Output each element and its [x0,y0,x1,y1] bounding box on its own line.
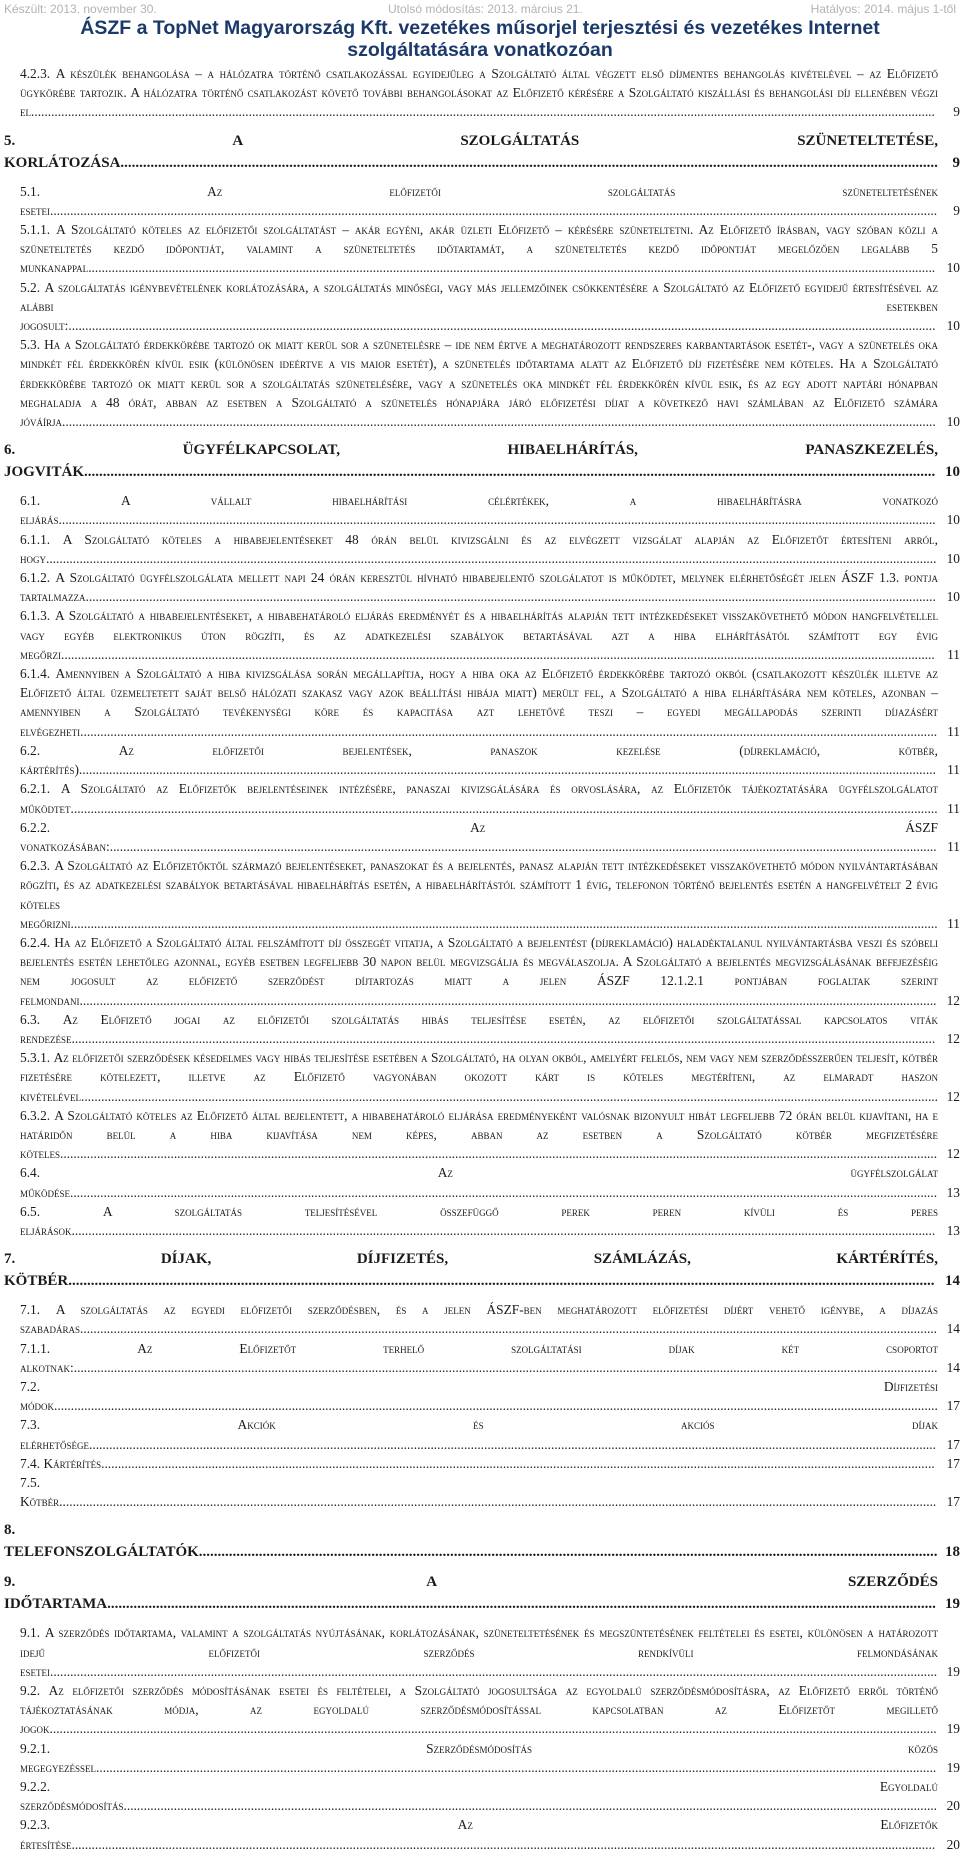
toc-entry[interactable] [0,1623,960,1681]
toc-entry[interactable] [0,1300,960,1338]
toc-page-number: 9 [952,102,960,121]
toc-leader-dots: ............................................................................................................................................................................................................................................................... [84,724,938,739]
toc-page-number: 14 [946,1319,960,1338]
toc-page-number: 10 [946,258,960,277]
toc-page-number: 20 [946,1796,960,1815]
toc-entry-title: Az előfizetői bejelentések, panaszok kezelése (díjreklamáció, kötbér, kártérítés) [20,743,938,777]
toc-entry-number: 6.2.2. [20,820,50,835]
toc-entry[interactable] [0,1815,960,1853]
toc-page-number: 19 [944,1593,960,1615]
toc-page-number: 10 [946,549,960,568]
toc-leader-dots: ..................................................................................................................................................................................................... [199,1544,938,1560]
toc-entry-number: 5.2. [20,280,40,295]
toc-leader-dots: .......................................................................................................................................................................................................................... [120,155,938,171]
toc-leader-dots: ......................................................................................................................................................................................................................................................................... [50,1664,937,1679]
toc-page-number: 17 [946,1435,960,1454]
toc-entry-number: 7.5. [20,1475,40,1490]
toc-entry[interactable] [0,1010,960,1048]
toc-page-number: 10 [946,587,960,606]
toc-spacer [0,1563,960,1571]
toc-leader-dots: ............................................................................................................................................................................................................................................................... [83,1321,937,1336]
toc-entry[interactable] [0,1415,960,1453]
toc-entry[interactable] [0,1163,960,1201]
toc-page-number: 11 [946,799,960,818]
toc-page-number: 13 [946,1221,960,1240]
toc-entry-number: 7.4. [20,1456,40,1471]
toc-leader-dots: ....................................................................................................................................................................................................................................................... [110,839,937,854]
toc-entry[interactable] [0,491,960,529]
toc-page-number: 11 [946,722,960,741]
toc-spacer [0,431,960,439]
toc-page-number: 11 [946,760,960,779]
toc-page-number: 12 [946,1144,960,1163]
modified-date: Utolsó módosítás: 2013. március 21. [388,2,583,16]
toc-entry-title: A Szolgáltató a hibabejelentéseket, a hibabehatároló eljárás eredményét és a hibaelhárítás alapján tett intézkedéseket visszakövethető módon hangfelvétellel vagy egyéb elektronikus úton rögzíti, és az adatkezelési szabályok betartásával azt a hiba elhárításától számított egy évig megőrzi. [20,608,938,661]
toc-entry-title: Akciók és akciós díjak elérhetősége [20,1417,938,1451]
toc-page-number: 10 [944,461,960,483]
toc-entry[interactable] [0,64,960,122]
toc-entry-title: DÍJAK, DÍJFIZETÉS, SZÁMLÁZÁS, KÁRTÉRÍTÉS, KÖTBÉR [4,1251,938,1289]
toc-entry[interactable] [0,278,960,336]
table-of-contents [0,64,960,1854]
toc-entry-title: A vállalt hibaelhárítási célértékek, a hibaelhárításra vonatkozó eljárás [20,493,938,527]
toc-leader-dots: .................................................................................................................................................................................................................................................................... [65,414,935,429]
toc-leader-dots: ............................................................................................................................................................................................................................................................... [83,993,937,1008]
toc-entry-title: Kötbér [20,1494,59,1509]
toc-entry[interactable] [0,1377,960,1415]
toc-entry-number: 6.1.1. [20,532,50,547]
toc-page-number: 10 [946,316,960,335]
toc-entry-title: Az Előfizetőt terhelő szolgáltatási díjak két csoportot alkotnak: [20,1341,938,1375]
toc-entry[interactable] [0,779,960,817]
toc-entry-title: Díjfizetési módok [20,1379,938,1413]
toc-spacer [0,1240,960,1248]
toc-entry-number: 7. [4,1251,15,1267]
toc-spacer [0,122,960,130]
toc-entry-number: 6.3. [20,1012,40,1027]
toc-entry[interactable] [0,1571,960,1615]
toc-leader-dots: .................................................................................................................................................................................................................................................................... [64,647,934,662]
toc-leader-dots: ........................................................................................................................................................................................................................................................... [96,1760,936,1775]
toc-entry-title: A készülék behangolása – a hálózatra történő csatlakozással egyidejűleg a Szolgáltató által végzett első díjmentes behangolás kivételével – az Előfizető ügykörébe tartozik. A hálózatra történő csatlakozást követő további behangolásokat az Előfizető kérésére a Szolgáltató kiszállási és behangolási díj ellenében végzi el. [20,66,938,119]
toc-leader-dots: ..................................................................................................................................................................................................................................................................... [63,1146,937,1161]
toc-entry-title: A szolgáltatás teljesítésével összefüggő perek peren kívüli és peres eljárások [20,1204,938,1238]
toc-entry-number: 9.2.2. [20,1779,50,1794]
toc-entry-title: A Szolgáltató köteles az Előfizető által bejelentett, a hibabehatároló eljárása eredményeként valósnak bizonyult hibát legfeljebb 72 órán belül kijavítani, ha e határidőn belül a hiba kijavítása nem képes, abban az esetben a Szolgáltató kötbér megfizetésére köteles. [20,1108,938,1161]
toc-page-number: 13 [946,1183,960,1202]
toc-entry-number: 6.1.2. [20,570,50,585]
toc-entry-title: Az előfizetői szerződések késedelmes vagy hibás teljesítése esetében a Szolgáltató, ha olyan okból, amelyért felelős, nem vagy nem szerződésszerűen teljesít, kötbér fizetésére kötelezett, illetve az Előfizető vagyonában okozott kárt is köteles megtéríteni, az elmaradt haszon kivételével. [20,1050,938,1103]
toc-page-number: 19 [946,1662,960,1681]
toc-entry-title: A Szolgáltató az Előfizetők bejelentéseinek intézésére, panaszai kivizsgálására és orvoslására, az Előfizetők tájékoztatására ügyfélszolgálatot működtet. [20,781,938,815]
toc-leader-dots: ............................................................................................................................................................................................................................................................. [89,589,936,604]
toc-page-number: 18 [944,1541,960,1563]
toc-entry-number: 6.1. [20,493,40,508]
toc-leader-dots: .................................................................................................................................................................................................................................................................. [74,1360,938,1375]
toc-leader-dots: .................................................................................................................................................................................................................................................................. [72,1031,936,1046]
toc-entry-number: 9.2.3. [20,1817,50,1832]
toc-entry[interactable] [0,182,960,220]
toc-entry[interactable] [0,335,960,431]
toc-leader-dots: ............................................................................................................................................................................................................................................................................. [34,104,935,119]
toc-entry-title: Az ügyfélszolgálat működése [20,1165,938,1199]
toc-page-number: 14 [944,1270,960,1292]
toc-leader-dots: ........................................................................................................................................................................................................................................................................ [54,1398,938,1413]
toc-entry-number: 8. [4,1522,15,1538]
toc-entry-title: Az Előfizető jogai az előfizetői szolgáltatás hibás teljesítése esetén, az előfizetői szolgáltatással kapcsolatos viták rendezése [20,1012,938,1046]
toc-entry-number: 6.2.1. [20,781,50,796]
toc-leader-dots: ......................................................................................................................................................................................................................................................................... [50,1721,937,1736]
toc-leader-dots: .................................................................................................................................................................................................................................................................. [74,916,938,931]
toc-entry[interactable] [0,664,960,741]
toc-leader-dots: .................................................................................................................................................................................................................................................................. [74,801,938,816]
toc-page-number: 19 [946,1719,960,1738]
toc-entry[interactable] [0,1777,960,1815]
document-title-line-1: ÁSZF a TopNet Magyarország Kft. vezetékes műsorjel terjesztési és vezetékes Internet [4,17,956,39]
toc-entry-number: 7.1. [20,1302,40,1317]
toc-entry-title: A Szolgáltató köteles a hibabejelentéseket 48 órán belül kivizsgálni és az elvégzett vizsgálat alapján az Előfizetőt értesíteni arról, hogy [20,532,938,566]
toc-leader-dots: ......................................................................................................................................................................................................................................................... [101,1456,935,1471]
toc-leader-dots: ...................................................................................................................................................................................................................................................................... [59,1494,936,1509]
toc-entry-number: 9. [4,1574,15,1590]
toc-spacer [0,174,960,182]
toc-entry-number: 7.1.1. [20,1341,50,1356]
toc-entry-number: 5.1.1. [20,222,50,237]
toc-entry-number: 6.2. [20,743,40,758]
toc-leader-dots: ......................................................................................................................................................................................................................................................................... [50,203,937,218]
toc-entry-title: A szolgáltatás igénybevételének korlátozására, a szolgáltatás minőségi, vagy más jellemzőinek csökkentésére a Szolgáltató az Előfizető egyidejű értesítésével az alábbi esetekben jogosult: [20,280,938,333]
toc-leader-dots: ................................................................................................................................................................................................................................................................... [70,1185,937,1200]
toc-entry[interactable] [0,530,960,568]
toc-entry-number: 6.1.3. [20,608,50,623]
toc-entry-number: 9.2.1. [20,1741,50,1756]
toc-leader-dots: ...................................................................................................................................................................................................................................................................... [59,512,936,527]
toc-entry-number: 7.2. [20,1379,40,1394]
toc-entry[interactable] [0,1739,960,1777]
toc-entry[interactable] [0,1048,960,1106]
toc-entry-title: Egyoldalú szerződésmódosítás [20,1779,938,1813]
effective-date: Hatályos: 2014. május 1-től [811,2,956,16]
toc-spacer [0,483,960,491]
toc-entry-number: 9.1. [20,1625,40,1640]
toc-entry-title: Az ÁSZF vonatkozásában: [20,820,938,854]
toc-spacer [0,1511,960,1519]
toc-leader-dots: .......................................................................................................................................................................................................................................................................... [46,551,936,566]
toc-page-number: 14 [946,1358,960,1377]
toc-entry-title: Az előfizetői szerződés módosításának esetei és feltételei, a Szolgáltató jogosultsága az egyoldalú szerződésmódosításra, az Előfizető erről történő tájékoztatásának módja, az egyoldalú szerződésmódosítással kapcsolatban az Előfizetőt megillető jogok [20,1683,938,1736]
toc-entry-title: A Szolgáltató ügyfélszolgálata mellett napi 24 órán keresztül hívható hibabejelentő szolgálatot is működtet, melynek elérhetőségét jelen ÁSZF 1.3. pontja tartalmazza. [20,570,938,604]
toc-page-number: 17 [946,1492,960,1511]
toc-entry[interactable] [0,1473,960,1511]
created-date: Készült: 2013. november 30. [4,2,157,16]
toc-entry[interactable] [0,818,960,856]
toc-leader-dots: ....................................................................................................................................................................................................................................... [68,1273,934,1289]
toc-entry-title: Ha a Szolgáltató érdekkörébe tartozó ok miatt kerül sor a szünetelésre – ide nem értve a meghatározott rendszeres karbantartások esetét-, vagy a szünetelés oka mindkét fél érdekkörén kívül esik (különösen ideértve a vis maior esetét), a szünetelés időtartama alatt az Előfizető díj fizetésére nem köteles. Ha a Szolgáltató érdekkörébe tartozó ok miatt kerül sor a szolgáltatás szünetelésére, vagy a szünetelés oka mindkét fél érdekkörén kívül esik, és az egy adott naptári hónapban meghaladja a 48 órát, abban az esetben a Szolgáltató a szünetelés hónapjára járó előfizetési díjat a következő havi számlában az Előfizető számára jóváírja. [20,337,938,429]
toc-leader-dots: ................................................................................................................................................................................................................................... [84,464,935,480]
toc-leader-dots: ................................................................................................................................................................................................................................................................ [79,762,936,777]
toc-entry-number: 4.2.3. [20,66,50,81]
toc-entry-title: Kártérítés [43,1456,101,1471]
toc-entry-number: 6.3.2. [20,1108,50,1123]
toc-entry-number: 5.3. [20,337,40,352]
toc-page-number: 12 [946,1029,960,1048]
toc-entry-number: 5.3.1. [20,1050,50,1065]
toc-entry[interactable] [0,130,960,174]
toc-entry-number: 6.5. [20,1204,40,1219]
toc-entry[interactable] [0,1519,960,1563]
toc-entry[interactable] [0,220,960,278]
toc-entry-title: Az Előfizetők értesítése [20,1817,938,1851]
toc-page-number: 12 [946,991,960,1010]
toc-entry-number: 7.3. [20,1417,40,1432]
toc-entry-title: A szolgáltatás az egyedi előfizetői szerződésben, és a jelen ÁSZF-ben meghatározott előfizetési díjért vehető igénybe, a díjazás szabadáras. [20,1302,938,1336]
toc-page-number: 17 [946,1454,960,1473]
toc-entry[interactable] [0,1454,960,1473]
document-title [4,17,956,61]
toc-page-number: 9 [952,201,960,220]
toc-entry-title: ÜGYFÉLKAPCSOLAT, HIBAELHÁRÍTÁS, PANASZKEZELÉS, JOGVITÁK [4,442,938,480]
toc-leader-dots: .................................................................................................................................................................................................................................................................. [72,1223,936,1238]
toc-entry[interactable] [0,568,960,606]
toc-entry[interactable] [0,741,960,779]
toc-entry-title: A Szolgáltató az Előfizetőktől származó bejelentéseket, panaszokat és a bejelentés, panasz alapján tett intézkedéseket visszakövethető módon nyilvántartásában rögzíti, és az adatkezelési szabályok betartásával hibaelhárítás esetén, a hibaelhárítástól számított 1 évig, telefonon történő bejelentés esetén a hangfelvételt 2 évig köteles megőrizni. [20,858,938,931]
toc-entry[interactable] [0,1202,960,1240]
toc-entry-title: TELEFONSZOLGÁLTATÓK [4,1544,199,1560]
toc-leader-dots: ............................................................................................................................................................................................................................................................. [89,1437,936,1452]
toc-page-number: 20 [946,1835,960,1854]
document-meta-bar [4,2,956,16]
toc-entry[interactable] [0,1339,960,1377]
toc-leader-dots: .................................................................................................................................................................................................................................................................. [71,1837,935,1852]
toc-entry[interactable] [0,1681,960,1739]
toc-leader-dots: ............................................................................................................................................................................................................................................................... [84,1089,938,1104]
toc-spacer [0,1615,960,1623]
toc-entry[interactable] [0,439,960,483]
toc-page-number: 12 [946,1087,960,1106]
toc-entry-title: Ha az Előfizető a Szolgáltató által felszámított díj összegét vitatja, a Szolgáltató a bejelentést (díjreklamáció) haladéktalanul nyilvántartásba veszi és szóbeli bejelentés esetén lehetőleg azonnal, egyéb esetben legfeljebb 30 napon belül megvizsgálja és megválaszolja. A Szolgáltató a bejelentés megvizsgálásának befejezéséig nem jogosult az előfizető szerződést díjtartozás miatt a jelen ÁSZF 12.1.2.1 pontjában foglaltak szerint felmondani. [20,935,938,1008]
toc-page-number: 11 [946,837,960,856]
toc-entry-number: 9.2. [20,1683,40,1698]
toc-entry-number: 6.4. [20,1165,40,1180]
toc-entry[interactable] [0,933,960,1010]
toc-leader-dots: ............................................................................................................................................................................................................................................................. [88,260,935,275]
toc-page-number: 19 [946,1758,960,1777]
toc-entry-title: Szerződésmódosítás közös megegyezéssel [20,1741,938,1775]
toc-entry-title: Az előfizetői szolgáltatás szüneteltetésének esetei [20,184,938,218]
toc-entry-title: A SZERZŐDÉS IDŐTARTAMA [4,1574,938,1612]
toc-leader-dots: ................................................................................................................................................................................................................................................... [124,1798,937,1813]
toc-page-number: 11 [946,914,960,933]
toc-page-number: 17 [946,1396,960,1415]
toc-entry-number: 6.2.3. [20,858,50,873]
toc-leader-dots: ................................................................................................................................................................................................................................................................... [68,318,935,333]
toc-entry-number: 6.1.4. [20,666,50,681]
toc-entry-title: A SZOLGÁLTATÁS SZÜNETELTETÉSE, KORLÁTOZÁSA [4,133,938,171]
toc-entry-number: 5. [4,133,15,149]
toc-entry[interactable] [0,1248,960,1292]
toc-entry[interactable] [0,856,960,933]
toc-entry-number: 5.1. [20,184,40,199]
document-title-line-2: szolgáltatására vonatkozóan [4,39,956,61]
toc-entry-number: 6.2.4. [20,935,50,950]
toc-page-number: 11 [946,645,960,664]
toc-page-number: 10 [946,412,960,431]
toc-spacer [0,1292,960,1300]
toc-page-number: 10 [946,510,960,529]
toc-entry[interactable] [0,606,960,664]
toc-entry-title: A Szolgáltató köteles az előfizetői szolgáltatást – akár egyéni, akár üzleti Előfizető – kérésére szüneteltetni. Az Előfizető írásban, vagy szóban közli a szüneteltetés kezdő időpontját, valamint a szüneteltetés időtartamát, a szüneteltetés kezdő időpontját megelőzően legalább 5 munkanappal [20,222,938,275]
toc-leader-dots: ............................................................................................................................................................................................................................. [107,1596,936,1612]
toc-entry-title: A szerződés időtartama, valamint a szolgáltatás nyújtásának, korlátozásának, szüneteltetésének és megszüntetésének feltételei és esetei, különösen a határozott idejű előfizetői szerződés rendkívüli felmondásának esetei [20,1625,938,1678]
toc-entry-number: 6. [4,442,15,458]
toc-page-number: 9 [952,152,960,174]
toc-entry-title: Amennyiben a Szolgáltató a hiba kivizsgálása során megállapítja, hogy a hiba oka az Előfizető érdekkörébe tartozó okból (csatlakozott készülék illetve az Előfizető által üzemeltetett saját belső hálózati szakasz vagy azok beállítási hibája miatt) merült fel, a Szolgáltató a hiba elhárítására nem köteles, azonban – amennyiben a Szolgáltató tevékenységi köre és kapacitása azt lehetővé teszi – egyedi megállapodás szerinti díjazásért elvégezheti. [20,666,938,739]
toc-entry[interactable] [0,1106,960,1164]
